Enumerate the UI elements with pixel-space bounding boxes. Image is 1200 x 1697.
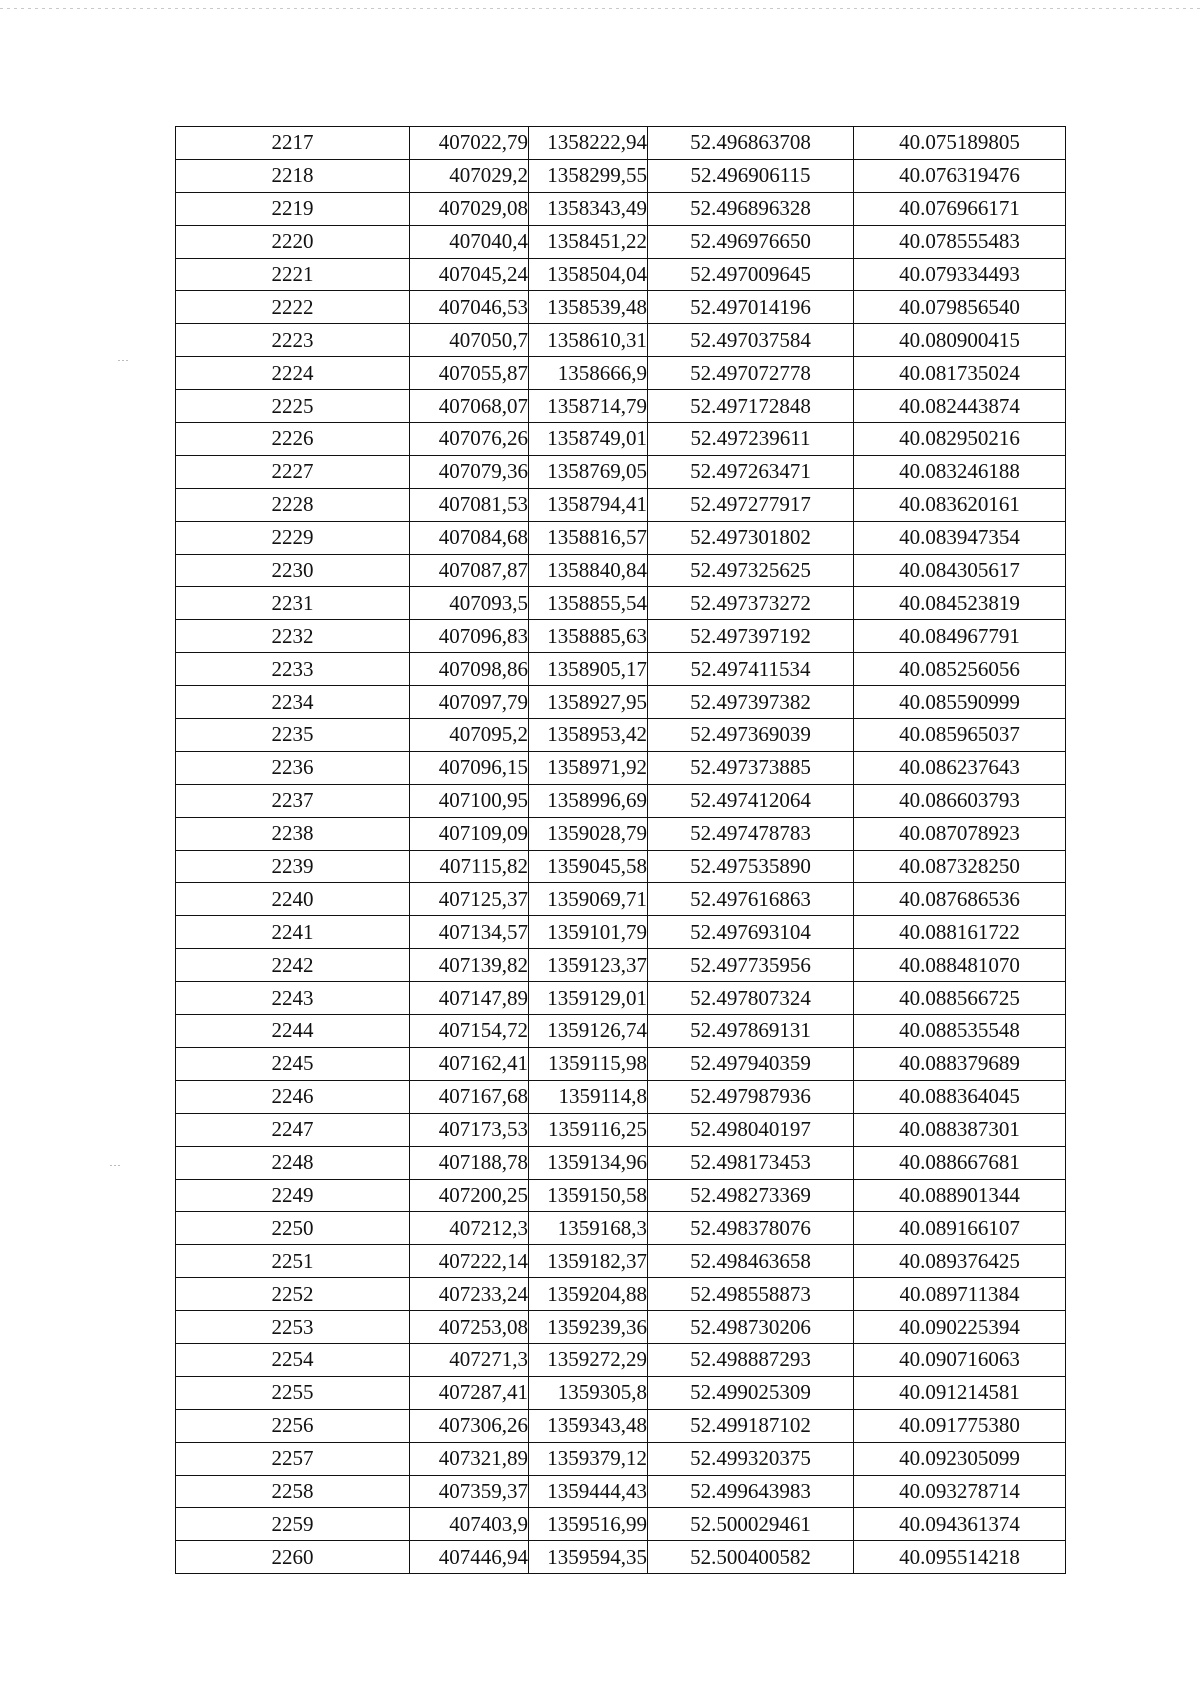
point-number-cell: 2260: [176, 1541, 410, 1574]
table-row: [176, 225, 1066, 258]
table-row: [176, 1146, 1066, 1179]
longitude-cell: 40.080900415: [854, 324, 1066, 357]
point-number-cell: 2254: [176, 1343, 410, 1376]
y-coordinate-cell: 1359045,58: [529, 850, 648, 883]
longitude-cell: 40.079334493: [854, 258, 1066, 291]
latitude-cell: 52.497397382: [648, 686, 854, 719]
table-row: [176, 390, 1066, 423]
longitude-cell: 40.081735024: [854, 357, 1066, 390]
y-coordinate-cell: 1359444,43: [529, 1475, 648, 1508]
table-row: [176, 1212, 1066, 1245]
y-coordinate-cell: 1358769,05: [529, 455, 648, 488]
table-row: [176, 1113, 1066, 1146]
table-row: [176, 686, 1066, 719]
y-coordinate-cell: 1358885,63: [529, 620, 648, 653]
coordinates-table-body: [176, 127, 1066, 1574]
latitude-cell: 52.496896328: [648, 192, 854, 225]
x-coordinate-cell: 407109,09: [410, 817, 529, 850]
scan-mark: [110, 1165, 122, 1166]
longitude-cell: 40.093278714: [854, 1475, 1066, 1508]
point-number-cell: 2241: [176, 916, 410, 949]
point-number-cell: 2219: [176, 192, 410, 225]
x-coordinate-cell: 407403,9: [410, 1508, 529, 1541]
point-number-cell: 2250: [176, 1212, 410, 1245]
longitude-cell: 40.088481070: [854, 949, 1066, 982]
y-coordinate-cell: 1358953,42: [529, 719, 648, 752]
y-coordinate-cell: 1359116,25: [529, 1113, 648, 1146]
latitude-cell: 52.496976650: [648, 225, 854, 258]
point-number-cell: 2221: [176, 258, 410, 291]
table-row: [176, 1311, 1066, 1344]
longitude-cell: 40.076319476: [854, 159, 1066, 192]
scan-edge-line: [0, 8, 1200, 9]
x-coordinate-cell: 407162,41: [410, 1047, 529, 1080]
longitude-cell: 40.086603793: [854, 784, 1066, 817]
longitude-cell: 40.082950216: [854, 423, 1066, 456]
x-coordinate-cell: 407154,72: [410, 1015, 529, 1048]
point-number-cell: 2253: [176, 1311, 410, 1344]
longitude-cell: 40.088161722: [854, 916, 1066, 949]
x-coordinate-cell: 407084,68: [410, 521, 529, 554]
point-number-cell: 2256: [176, 1409, 410, 1442]
table-row: [176, 587, 1066, 620]
x-coordinate-cell: 407306,26: [410, 1409, 529, 1442]
latitude-cell: 52.497239611: [648, 423, 854, 456]
latitude-cell: 52.497412064: [648, 784, 854, 817]
x-coordinate-cell: 407022,79: [410, 127, 529, 160]
longitude-cell: 40.079856540: [854, 291, 1066, 324]
y-coordinate-cell: 1359343,48: [529, 1409, 648, 1442]
table-row: [176, 1015, 1066, 1048]
point-number-cell: 2251: [176, 1245, 410, 1278]
point-number-cell: 2217: [176, 127, 410, 160]
x-coordinate-cell: 407076,26: [410, 423, 529, 456]
longitude-cell: 40.084967791: [854, 620, 1066, 653]
longitude-cell: 40.083620161: [854, 488, 1066, 521]
x-coordinate-cell: 407173,53: [410, 1113, 529, 1146]
latitude-cell: 52.497009645: [648, 258, 854, 291]
table-row: [176, 1442, 1066, 1475]
point-number-cell: 2235: [176, 719, 410, 752]
y-coordinate-cell: 1359134,96: [529, 1146, 648, 1179]
point-number-cell: 2259: [176, 1508, 410, 1541]
x-coordinate-cell: 407100,95: [410, 784, 529, 817]
y-coordinate-cell: 1359379,12: [529, 1442, 648, 1475]
point-number-cell: 2243: [176, 982, 410, 1015]
y-coordinate-cell: 1358666,9: [529, 357, 648, 390]
longitude-cell: 40.090716063: [854, 1343, 1066, 1376]
x-coordinate-cell: 407096,15: [410, 751, 529, 784]
y-coordinate-cell: 1358539,48: [529, 291, 648, 324]
latitude-cell: 52.497869131: [648, 1015, 854, 1048]
longitude-cell: 40.094361374: [854, 1508, 1066, 1541]
longitude-cell: 40.092305099: [854, 1442, 1066, 1475]
point-number-cell: 2237: [176, 784, 410, 817]
y-coordinate-cell: 1359069,71: [529, 883, 648, 916]
table-row: [176, 357, 1066, 390]
y-coordinate-cell: 1359114,8: [529, 1080, 648, 1113]
table-row: [176, 1376, 1066, 1409]
latitude-cell: 52.498040197: [648, 1113, 854, 1146]
longitude-cell: 40.095514218: [854, 1541, 1066, 1574]
table-row: [176, 1409, 1066, 1442]
longitude-cell: 40.085590999: [854, 686, 1066, 719]
x-coordinate-cell: 407040,4: [410, 225, 529, 258]
latitude-cell: 52.497325625: [648, 554, 854, 587]
longitude-cell: 40.084523819: [854, 587, 1066, 620]
table-row: [176, 324, 1066, 357]
x-coordinate-cell: 407096,83: [410, 620, 529, 653]
x-coordinate-cell: 407287,41: [410, 1376, 529, 1409]
x-coordinate-cell: 407055,87: [410, 357, 529, 390]
point-number-cell: 2226: [176, 423, 410, 456]
latitude-cell: 52.496863708: [648, 127, 854, 160]
y-coordinate-cell: 1358996,69: [529, 784, 648, 817]
latitude-cell: 52.497072778: [648, 357, 854, 390]
point-number-cell: 2258: [176, 1475, 410, 1508]
y-coordinate-cell: 1358855,54: [529, 587, 648, 620]
table-row: [176, 291, 1066, 324]
table-row: [176, 192, 1066, 225]
y-coordinate-cell: 1359516,99: [529, 1508, 648, 1541]
latitude-cell: 52.497807324: [648, 982, 854, 1015]
point-number-cell: 2218: [176, 159, 410, 192]
latitude-cell: 52.499643983: [648, 1475, 854, 1508]
coordinates-table: [175, 126, 1066, 1574]
scan-mark: [118, 360, 130, 361]
point-number-cell: 2233: [176, 653, 410, 686]
longitude-cell: 40.085256056: [854, 653, 1066, 686]
latitude-cell: 52.497411534: [648, 653, 854, 686]
table-row: [176, 1179, 1066, 1212]
x-coordinate-cell: 407253,08: [410, 1311, 529, 1344]
longitude-cell: 40.085965037: [854, 719, 1066, 752]
longitude-cell: 40.088901344: [854, 1179, 1066, 1212]
point-number-cell: 2248: [176, 1146, 410, 1179]
y-coordinate-cell: 1359168,3: [529, 1212, 648, 1245]
x-coordinate-cell: 407167,68: [410, 1080, 529, 1113]
longitude-cell: 40.084305617: [854, 554, 1066, 587]
longitude-cell: 40.089711384: [854, 1278, 1066, 1311]
x-coordinate-cell: 407068,07: [410, 390, 529, 423]
y-coordinate-cell: 1358343,49: [529, 192, 648, 225]
longitude-cell: 40.088667681: [854, 1146, 1066, 1179]
point-number-cell: 2239: [176, 850, 410, 883]
y-coordinate-cell: 1359028,79: [529, 817, 648, 850]
longitude-cell: 40.088535548: [854, 1015, 1066, 1048]
x-coordinate-cell: 407046,53: [410, 291, 529, 324]
longitude-cell: 40.088566725: [854, 982, 1066, 1015]
longitude-cell: 40.091214581: [854, 1376, 1066, 1409]
latitude-cell: 52.497037584: [648, 324, 854, 357]
latitude-cell: 52.497535890: [648, 850, 854, 883]
longitude-cell: 40.090225394: [854, 1311, 1066, 1344]
x-coordinate-cell: 407446,94: [410, 1541, 529, 1574]
longitude-cell: 40.089376425: [854, 1245, 1066, 1278]
table-row: [176, 620, 1066, 653]
point-number-cell: 2240: [176, 883, 410, 916]
longitude-cell: 40.086237643: [854, 751, 1066, 784]
latitude-cell: 52.498463658: [648, 1245, 854, 1278]
table-row: [176, 653, 1066, 686]
x-coordinate-cell: 407321,89: [410, 1442, 529, 1475]
x-coordinate-cell: 407139,82: [410, 949, 529, 982]
table-row: [176, 159, 1066, 192]
table-row: [176, 1343, 1066, 1376]
longitude-cell: 40.089166107: [854, 1212, 1066, 1245]
latitude-cell: 52.498558873: [648, 1278, 854, 1311]
x-coordinate-cell: 407125,37: [410, 883, 529, 916]
y-coordinate-cell: 1359594,35: [529, 1541, 648, 1574]
point-number-cell: 2242: [176, 949, 410, 982]
table-row: [176, 127, 1066, 160]
point-number-cell: 2236: [176, 751, 410, 784]
table-row: [176, 1541, 1066, 1574]
point-number-cell: 2257: [176, 1442, 410, 1475]
table-row: [176, 423, 1066, 456]
table-row: [176, 488, 1066, 521]
x-coordinate-cell: 407200,25: [410, 1179, 529, 1212]
longitude-cell: 40.091775380: [854, 1409, 1066, 1442]
latitude-cell: 52.499187102: [648, 1409, 854, 1442]
x-coordinate-cell: 407271,3: [410, 1343, 529, 1376]
point-number-cell: 2228: [176, 488, 410, 521]
y-coordinate-cell: 1359150,58: [529, 1179, 648, 1212]
y-coordinate-cell: 1359239,36: [529, 1311, 648, 1344]
x-coordinate-cell: 407045,24: [410, 258, 529, 291]
longitude-cell: 40.088364045: [854, 1080, 1066, 1113]
latitude-cell: 52.497014196: [648, 291, 854, 324]
latitude-cell: 52.497940359: [648, 1047, 854, 1080]
x-coordinate-cell: 407079,36: [410, 455, 529, 488]
point-number-cell: 2255: [176, 1376, 410, 1409]
y-coordinate-cell: 1358840,84: [529, 554, 648, 587]
point-number-cell: 2222: [176, 291, 410, 324]
x-coordinate-cell: 407029,08: [410, 192, 529, 225]
latitude-cell: 52.497301802: [648, 521, 854, 554]
x-coordinate-cell: 407188,78: [410, 1146, 529, 1179]
table-row: [176, 949, 1066, 982]
x-coordinate-cell: 407233,24: [410, 1278, 529, 1311]
point-number-cell: 2244: [176, 1015, 410, 1048]
point-number-cell: 2223: [176, 324, 410, 357]
point-number-cell: 2225: [176, 390, 410, 423]
longitude-cell: 40.088379689: [854, 1047, 1066, 1080]
longitude-cell: 40.083246188: [854, 455, 1066, 488]
point-number-cell: 2247: [176, 1113, 410, 1146]
latitude-cell: 52.497369039: [648, 719, 854, 752]
point-number-cell: 2245: [176, 1047, 410, 1080]
point-number-cell: 2238: [176, 817, 410, 850]
y-coordinate-cell: 1358816,57: [529, 521, 648, 554]
x-coordinate-cell: 407147,89: [410, 982, 529, 1015]
latitude-cell: 52.496906115: [648, 159, 854, 192]
latitude-cell: 52.497373885: [648, 751, 854, 784]
table-row: [176, 850, 1066, 883]
table-row: [176, 916, 1066, 949]
longitude-cell: 40.076966171: [854, 192, 1066, 225]
x-coordinate-cell: 407081,53: [410, 488, 529, 521]
table-row: [176, 1278, 1066, 1311]
latitude-cell: 52.497478783: [648, 817, 854, 850]
y-coordinate-cell: 1358504,04: [529, 258, 648, 291]
y-coordinate-cell: 1358905,17: [529, 653, 648, 686]
latitude-cell: 52.500400582: [648, 1541, 854, 1574]
y-coordinate-cell: 1359204,88: [529, 1278, 648, 1311]
latitude-cell: 52.497987936: [648, 1080, 854, 1113]
point-number-cell: 2229: [176, 521, 410, 554]
y-coordinate-cell: 1358451,22: [529, 225, 648, 258]
table-row: [176, 719, 1066, 752]
point-number-cell: 2252: [176, 1278, 410, 1311]
table-row: [176, 883, 1066, 916]
table-row: [176, 455, 1066, 488]
longitude-cell: 40.087686536: [854, 883, 1066, 916]
y-coordinate-cell: 1359182,37: [529, 1245, 648, 1278]
point-number-cell: 2227: [176, 455, 410, 488]
longitude-cell: 40.078555483: [854, 225, 1066, 258]
latitude-cell: 52.497735956: [648, 949, 854, 982]
y-coordinate-cell: 1359123,37: [529, 949, 648, 982]
latitude-cell: 52.498887293: [648, 1343, 854, 1376]
y-coordinate-cell: 1358749,01: [529, 423, 648, 456]
table-row: [176, 1475, 1066, 1508]
table-row: [176, 784, 1066, 817]
point-number-cell: 2231: [176, 587, 410, 620]
latitude-cell: 52.498173453: [648, 1146, 854, 1179]
y-coordinate-cell: 1358927,95: [529, 686, 648, 719]
latitude-cell: 52.499320375: [648, 1442, 854, 1475]
table-row: [176, 751, 1066, 784]
point-number-cell: 2249: [176, 1179, 410, 1212]
latitude-cell: 52.497277917: [648, 488, 854, 521]
latitude-cell: 52.497693104: [648, 916, 854, 949]
point-number-cell: 2230: [176, 554, 410, 587]
y-coordinate-cell: 1358610,31: [529, 324, 648, 357]
latitude-cell: 52.497616863: [648, 883, 854, 916]
y-coordinate-cell: 1359129,01: [529, 982, 648, 1015]
y-coordinate-cell: 1359115,98: [529, 1047, 648, 1080]
point-number-cell: 2224: [176, 357, 410, 390]
latitude-cell: 52.499025309: [648, 1376, 854, 1409]
table-row: [176, 1508, 1066, 1541]
table-row: [176, 1245, 1066, 1278]
longitude-cell: 40.088387301: [854, 1113, 1066, 1146]
x-coordinate-cell: 407029,2: [410, 159, 529, 192]
table-row: [176, 817, 1066, 850]
y-coordinate-cell: 1358971,92: [529, 751, 648, 784]
longitude-cell: 40.087328250: [854, 850, 1066, 883]
point-number-cell: 2246: [176, 1080, 410, 1113]
y-coordinate-cell: 1359305,8: [529, 1376, 648, 1409]
longitude-cell: 40.087078923: [854, 817, 1066, 850]
y-coordinate-cell: 1358794,41: [529, 488, 648, 521]
longitude-cell: 40.083947354: [854, 521, 1066, 554]
y-coordinate-cell: 1358222,94: [529, 127, 648, 160]
point-number-cell: 2220: [176, 225, 410, 258]
longitude-cell: 40.075189805: [854, 127, 1066, 160]
y-coordinate-cell: 1358714,79: [529, 390, 648, 423]
latitude-cell: 52.497373272: [648, 587, 854, 620]
latitude-cell: 52.498273369: [648, 1179, 854, 1212]
y-coordinate-cell: 1359272,29: [529, 1343, 648, 1376]
table-row: [176, 1080, 1066, 1113]
latitude-cell: 52.497397192: [648, 620, 854, 653]
x-coordinate-cell: 407222,14: [410, 1245, 529, 1278]
x-coordinate-cell: 407050,7: [410, 324, 529, 357]
point-number-cell: 2232: [176, 620, 410, 653]
latitude-cell: 52.497263471: [648, 455, 854, 488]
x-coordinate-cell: 407134,57: [410, 916, 529, 949]
table-row: [176, 258, 1066, 291]
longitude-cell: 40.082443874: [854, 390, 1066, 423]
y-coordinate-cell: 1359126,74: [529, 1015, 648, 1048]
latitude-cell: 52.500029461: [648, 1508, 854, 1541]
latitude-cell: 52.497172848: [648, 390, 854, 423]
latitude-cell: 52.498730206: [648, 1311, 854, 1344]
y-coordinate-cell: 1359101,79: [529, 916, 648, 949]
x-coordinate-cell: 407095,2: [410, 719, 529, 752]
x-coordinate-cell: 407093,5: [410, 587, 529, 620]
latitude-cell: 52.498378076: [648, 1212, 854, 1245]
y-coordinate-cell: 1358299,55: [529, 159, 648, 192]
x-coordinate-cell: 407098,86: [410, 653, 529, 686]
table-row: [176, 554, 1066, 587]
x-coordinate-cell: 407087,87: [410, 554, 529, 587]
x-coordinate-cell: 407212,3: [410, 1212, 529, 1245]
x-coordinate-cell: 407097,79: [410, 686, 529, 719]
point-number-cell: 2234: [176, 686, 410, 719]
table-row: [176, 1047, 1066, 1080]
x-coordinate-cell: 407115,82: [410, 850, 529, 883]
x-coordinate-cell: 407359,37: [410, 1475, 529, 1508]
table-row: [176, 521, 1066, 554]
table-row: [176, 982, 1066, 1015]
